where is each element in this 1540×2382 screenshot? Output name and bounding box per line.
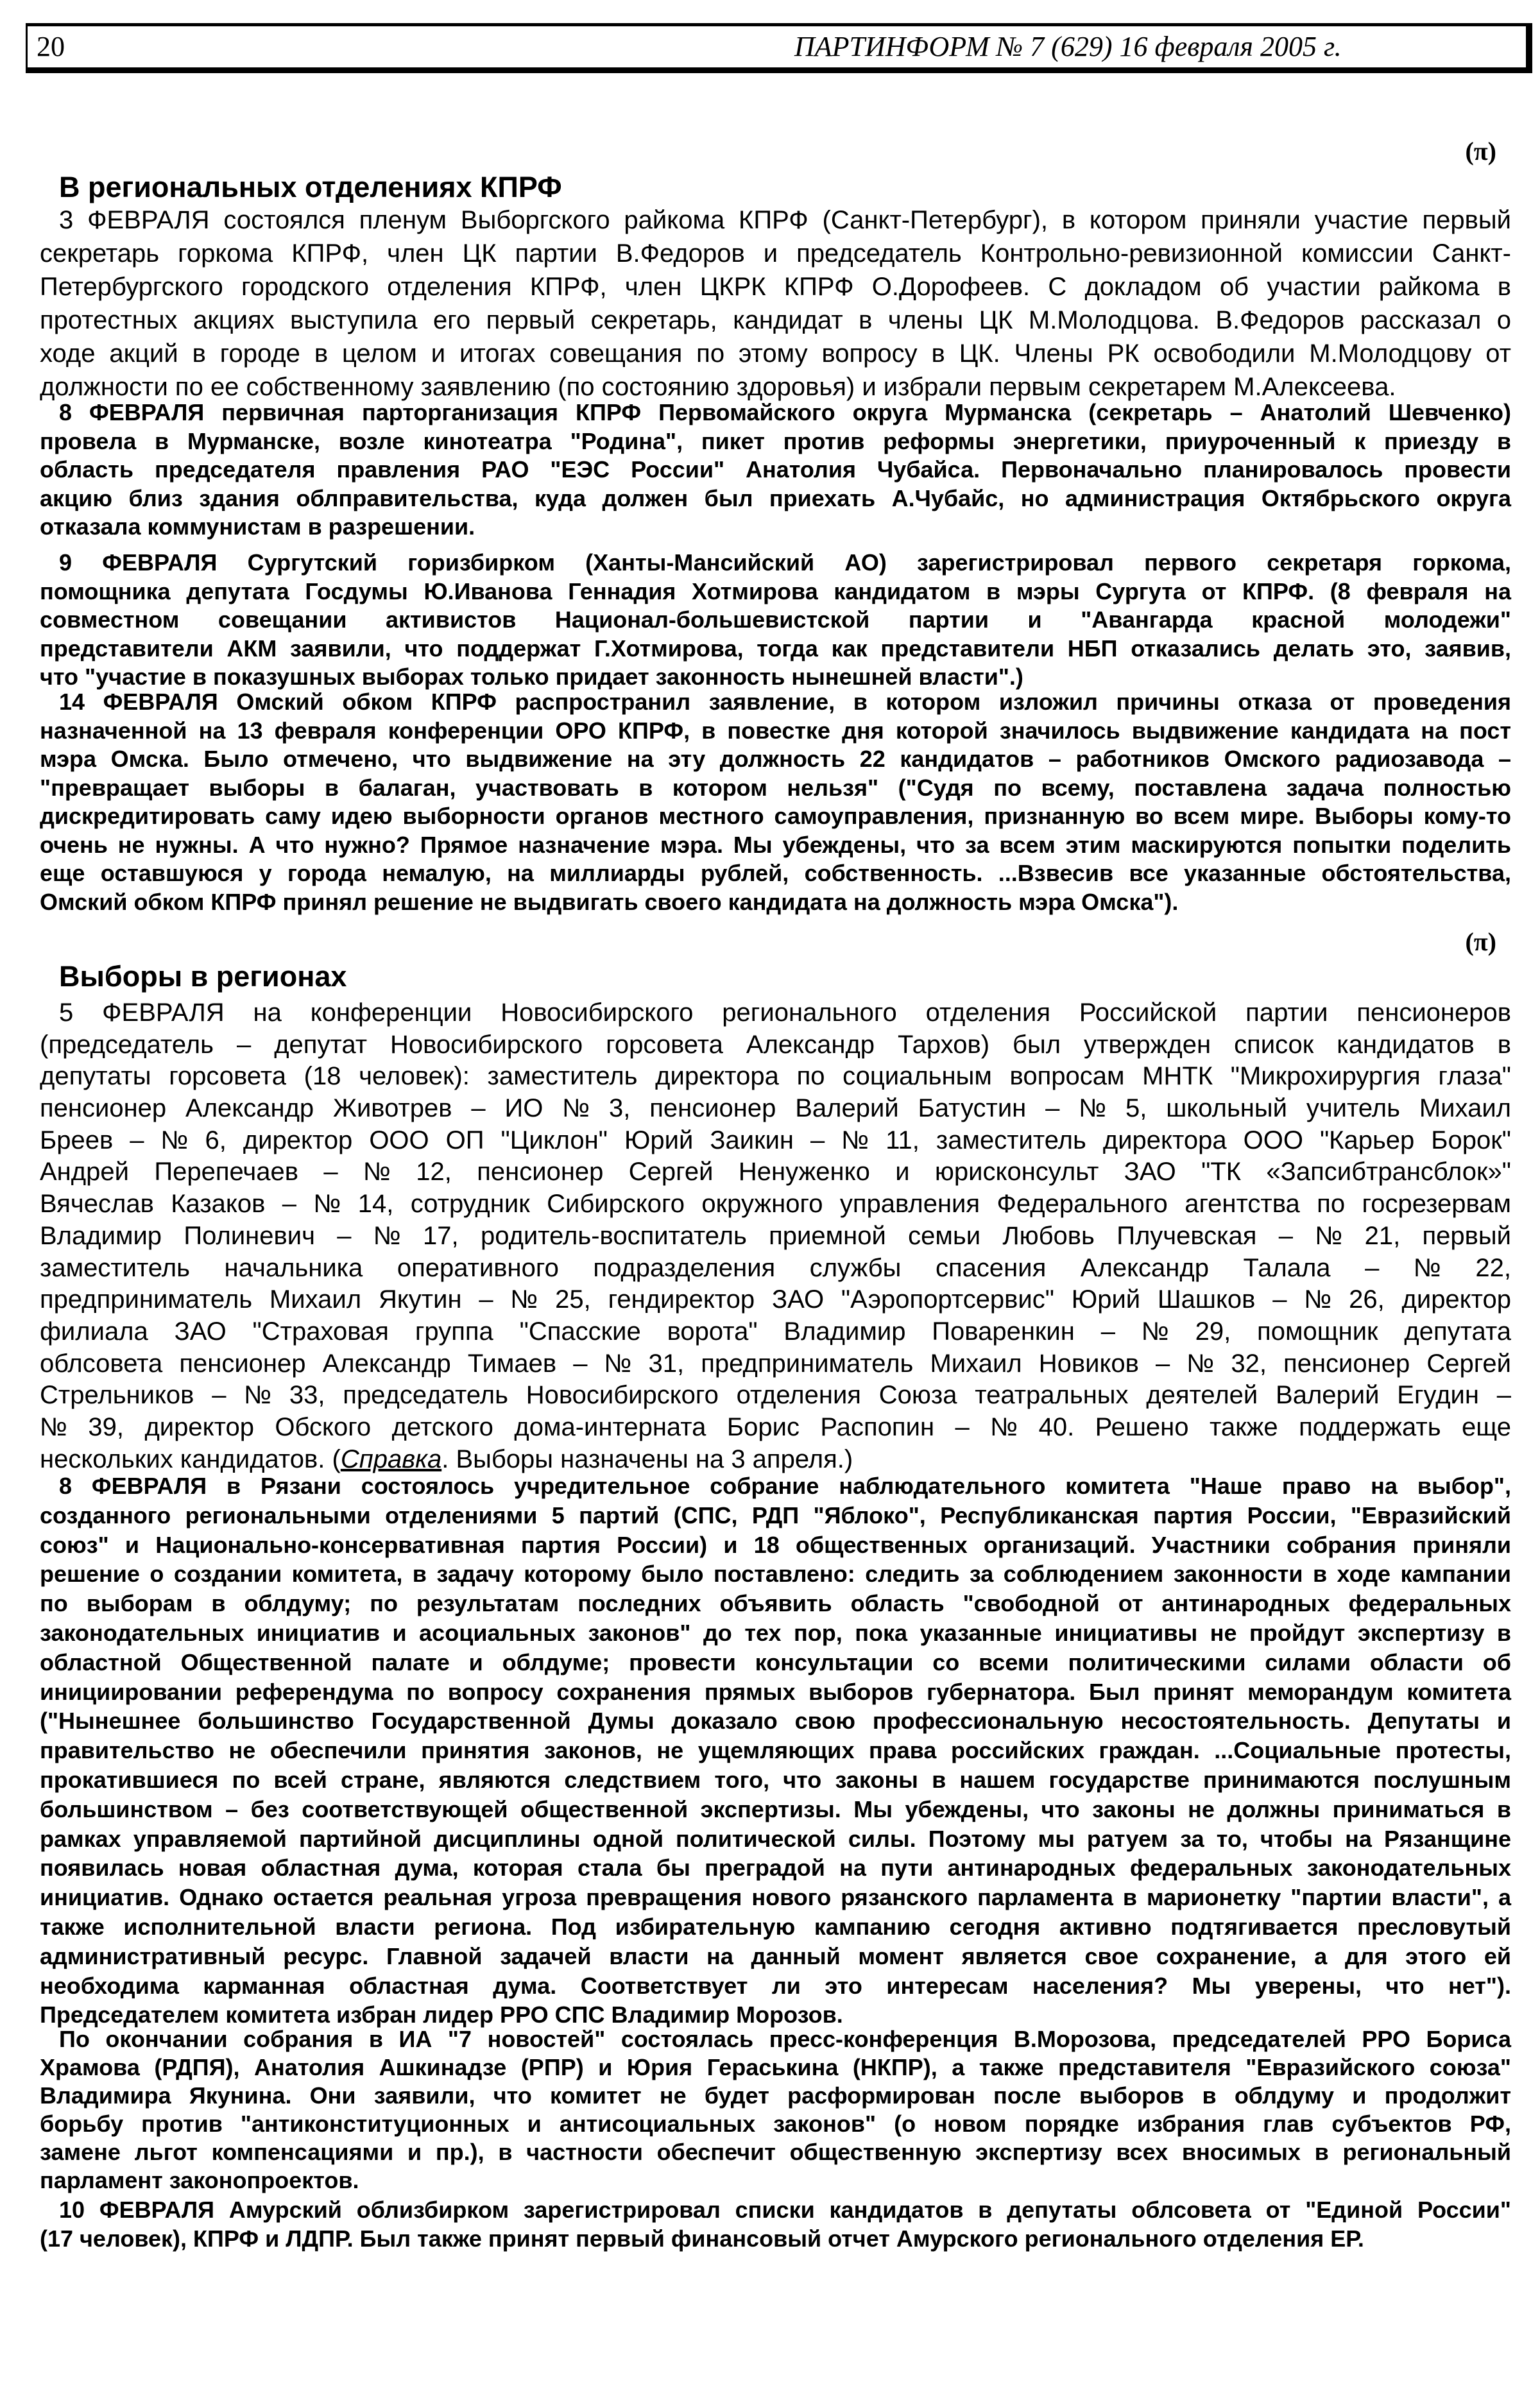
- text-line-content: 8 ФЕВРАЛЯ в Рязани состоялось учредительное собрание наблюдательного комитета "Наше право на выбор",: [59, 1473, 1511, 1499]
- text-line-content: дискредитировать саму идею выборности органов местного самоуправления, признанную во всем мире. Выборы кому-то: [40, 803, 1511, 829]
- text-line: [40, 1221, 1511, 1253]
- text-line-content: По окончании собрания в ИА "7 новостей" состоялась пресс-конференция В.Морозова, председателей РРО Бориса: [59, 2026, 1511, 2052]
- text-line-content: созданного региональными отделениями 5 партий (СПС, РДП "Яблоко", Республиканская партия России, "Евразийский: [40, 1502, 1511, 1529]
- text-line: [40, 203, 1511, 237]
- text-line-content: 9 ФЕВРАЛЯ Сургутский горизбирком (Ханты-Мансийский АО) зарегистрировал первого секретаря горкома,: [59, 549, 1511, 576]
- text-line-content: Омский обком КПРФ принял решение не выдвигать своего кандидата на должность мэра Омска").: [40, 888, 1179, 915]
- source-mark: (π): [1465, 927, 1496, 956]
- page-header: [26, 23, 1532, 73]
- text-line: [40, 513, 1511, 542]
- text-line-content: представители АКМ заявили, что поддержат Г.Хотмирова, тогда как представители НБП отказались делать это, заявив,: [40, 635, 1511, 662]
- text-line-content: 3 ФЕВРАЛЯ состоялся пленум Выборгского райкома КПРФ (Санкт-Петербург), в котором приняли участие первый: [59, 206, 1511, 234]
- text-line-content: Владимира Якунина. Они заявили, что комитет не будет расформирован после выборов в облдуму и продолжит: [40, 2082, 1511, 2109]
- text-line: [40, 888, 1511, 917]
- text-line-content: № 39, директор Обского детского дома-интерната Борис Распопин – № 40. Решено также поддержать еще: [40, 1412, 1511, 1441]
- text-line: [40, 1530, 1511, 1560]
- text-line: [40, 717, 1511, 746]
- text-line: [40, 802, 1511, 831]
- text-line-content: ("Нынешнее большинство Государственной Думы доказало свою профессиональную несостоятельность. Депутаты и: [40, 1708, 1511, 1735]
- text-line: [40, 1471, 1511, 1501]
- text-line: [40, 1316, 1511, 1348]
- text-line-content: Бреев – № 6, директор ООО ОП "Циклон" Юрий Заикин – № 11, заместитель директора ООО "Карьер Борок": [40, 1126, 1511, 1154]
- text-line: [40, 1093, 1511, 1125]
- text-line-content: борьбу против "антиконституционных и антисоциальных законов" (о новом порядке избрания глав субъектов РФ,: [40, 2111, 1511, 2137]
- text-line: [40, 1589, 1511, 1618]
- text-line: [40, 1284, 1511, 1316]
- text-line-content: . Выборы назначены на 3 апреля.): [441, 1444, 853, 1473]
- text-line-content: Андрей Перепечаев – № 12, пенсионер Сергей Ненуженко и юрисконсульт ЗАО "ТК «Запсибтрансблок»": [40, 1158, 1511, 1187]
- text-line: [40, 1156, 1511, 1188]
- text-line-content: предприниматель Михаил Якутин – № 25, гендиректор ЗАО "Аэропортсервис" Юрий Шашков – № 26, директор: [40, 1285, 1511, 1314]
- article-paragraph: [40, 203, 1511, 404]
- text-line-content: правительство не обеспечили принятия законов, не ущемляющих права российских граждан. ...Социальные протесты,: [40, 1737, 1511, 1764]
- text-line-content: совместном совещании активистов Национал-большевистской партии и "Авангарда красной молодежи": [40, 606, 1511, 633]
- article-paragraph: [40, 2025, 1511, 2195]
- text-line: [40, 2082, 1511, 2110]
- article-paragraph: [40, 1471, 1511, 2030]
- text-line-content: Председателем комитета избран лидер РРО СПС Владимир Морозов.: [40, 2001, 843, 2028]
- text-line-content: Храмова (РДПЯ), Анатолия Ашкинадзе (РПР) и Юрия Гераськина (НКПР), а также представителя "Евразийского союза": [40, 2054, 1511, 2080]
- text-line: [40, 2025, 1511, 2053]
- text-line: [40, 831, 1511, 860]
- section-heading: В региональных отделениях КПРФ: [59, 171, 562, 203]
- text-line-content: инициатив. Однако остается реальная угроза превращения нового рязанского парламента в марионетку "партии власти", а: [40, 1884, 1511, 1911]
- text-line: [40, 1971, 1511, 2001]
- text-line-content: (17 человек), КПРФ и ЛДПР. Был также принят первый финансовый отчет Амурского регионального отделения ЕР.: [40, 2225, 1364, 2252]
- text-line-content: (председатель – депутат Новосибирского горсовета Александр Тархов) был утвержден список кандидатов в: [40, 1030, 1511, 1059]
- article-paragraph: [40, 997, 1511, 1475]
- text-line-content: 10 ФЕВРАЛЯ Амурский облизбирком зарегистрировал списки кандидатов в депутаты облсовета от "Единой России": [59, 2197, 1511, 2223]
- text-line-content: заместитель начальника оперативного подразделения службы спасения Александр Талала – № 22,: [40, 1253, 1511, 1282]
- text-line: [40, 337, 1511, 370]
- text-line: [40, 1412, 1511, 1444]
- publication-title: ПАРТИНФОРМ № 7 (629) 16 февраля 2005 г.: [794, 31, 1342, 62]
- text-line-content: Владимир Полиневич – № 17, родитель-воспитатель приемной семьи Любовь Плучевская – № 21, первый: [40, 1221, 1511, 1250]
- text-line-content: по выборам в облдуму; по результатам последних объявить область "свободной от антинародных федеральных: [40, 1590, 1511, 1617]
- article-paragraph: [40, 398, 1511, 542]
- text-line: [40, 1559, 1511, 1589]
- text-line-content: секретарь горкома КПРФ, член ЦК партии В.Федоров и председатель Контрольно-ревизионной комиссии Санкт-: [40, 239, 1511, 268]
- text-line: [40, 1736, 1511, 1765]
- text-line: [40, 635, 1511, 664]
- text-line-content: 8 ФЕВРАЛЯ первичная парторганизация КПРФ Первомайского округа Мурманска (секретарь – Анатолий Шевченко): [59, 399, 1511, 425]
- text-line-content: замене льгот компенсациями и пр.), в частности обеспечит общественную экспертизу всех вносимых в региональный: [40, 2139, 1511, 2165]
- text-line-content: мэра Омска. Было отмечено, что выдвижение на эту должность 22 кандидатов – работников Омского радиозавода –: [40, 746, 1511, 772]
- text-line-content: область председателя правления РАО "ЕЭС России" Анатолия Чубайса. Первоначально планировалось провести: [40, 456, 1511, 483]
- text-line: [40, 1942, 1511, 1971]
- text-line-content: административный ресурс. Главной задачей власти на данный момент является свое сохранение, а для этого ей: [40, 1942, 1511, 1969]
- text-line: [40, 2110, 1511, 2138]
- text-line-content: Стрельников – № 33, председатель Новосибирского отделения Союза театральных деятелей Валерий Егудин –: [40, 1381, 1511, 1410]
- article-paragraph: [40, 549, 1511, 692]
- text-line-content: акцию близ здания облправительства, куда должен был приехать А.Чубайс, но администрация Октябрьского округа: [40, 484, 1511, 511]
- text-line-content: областной Общественной палате и облдуме; провести консультации со всеми политическими силами области об: [40, 1649, 1511, 1675]
- text-line: [40, 1706, 1511, 1736]
- text-line: [40, 549, 1511, 578]
- text-line: [40, 1061, 1511, 1093]
- text-line-content: еще оставшуюся у города немалую, на миллиарды рублей, собственность. ...Взвесив все указанные обстоятельства,: [40, 860, 1511, 886]
- page-number: 20: [37, 31, 65, 62]
- text-line: [40, 484, 1511, 513]
- text-line: [40, 1380, 1511, 1412]
- text-line-content: что "участие в показушных выборах только придает законность нынешней власти".): [40, 664, 1023, 690]
- source-mark: (π): [1465, 137, 1496, 166]
- text-line: [40, 1501, 1511, 1530]
- section-heading: Выборы в регионах: [59, 960, 347, 993]
- text-line: [40, 237, 1511, 270]
- text-line-content: законодательных инициатив и асоциальных законов" до тех пор, пока указанные инициативы не пройдут экспертизу в: [40, 1619, 1511, 1646]
- text-line-content: парламент законопроектов.: [40, 2167, 359, 2193]
- text-line: [40, 1765, 1511, 1795]
- article-paragraph: [40, 2195, 1511, 2253]
- text-line: [40, 1618, 1511, 1648]
- text-line-content: Вячеслав Казаков – № 14, сотрудник Сибирского окружного управления Федерального агентства по госрезервам: [40, 1190, 1511, 1219]
- text-line: [40, 1883, 1511, 1912]
- text-line-content: 5 ФЕВРАЛЯ на конференции Новосибирского регионального отделения Российской партии пенсионеров: [59, 998, 1511, 1027]
- text-line: [40, 1348, 1511, 1380]
- text-line: [40, 1253, 1511, 1285]
- text-line-content: облсовета пенсионер Александр Тимаев – № 31, предприниматель Михаил Новиков – № 32, пенсионер Сергей: [40, 1349, 1511, 1378]
- text-line-content: союз" и Национально-консервативная партия России) и 18 общественных организаций. Участники собрания приняли: [40, 1531, 1511, 1558]
- text-line: [40, 578, 1511, 606]
- text-line-content: протестных акциях выступила его первый секретарь, кандидат в члены ЦК М.Молодцова. В.Федоров рассказал о: [40, 306, 1511, 334]
- text-line: [40, 745, 1511, 774]
- text-line: [40, 1125, 1511, 1157]
- text-line-content: необходима карманная областная дума. Соответствует ли это интересам населения? Мы уверены, что нет").: [40, 1972, 1511, 1999]
- text-line-content: пенсионер Александр Животрев – ИО № 3, пенсионер Валерий Батустин – № 5, школьный учитель Михаил: [40, 1094, 1511, 1123]
- text-line: [40, 2195, 1511, 2224]
- text-line: [40, 1648, 1511, 1677]
- text-line-content: помощника депутата Госдумы Ю.Иванова Геннадия Хотмирова кандидатом в мэры Сургута от КПРФ. (8 февраля на: [40, 578, 1511, 604]
- text-line: [40, 1853, 1511, 1883]
- text-line-content: большинством – без соответствующей общественной экспертизы. Мы убеждены, что законы не должны приниматься в: [40, 1795, 1511, 1822]
- text-line: [40, 1188, 1511, 1221]
- text-line: [40, 1824, 1511, 1854]
- article-paragraph: [40, 688, 1511, 916]
- text-line-content: также исполнительной власти региона. Под избирательную кампанию сегодня активно подтягивается пресловутый: [40, 1913, 1511, 1940]
- text-line: [40, 456, 1511, 484]
- text-line-content: инициировании референдума по вопросу сохранения прямых выборов губернатора. Был принят меморандум комитета: [40, 1678, 1511, 1705]
- text-line: [40, 663, 1511, 692]
- text-line: [40, 427, 1511, 456]
- text-line-content: филиала ЗАО "Страховая группа "Спасские ворота" Владимир Поваренкин – № 29, помощник депутата: [40, 1317, 1511, 1346]
- text-line-content: прокатившиеся по всей стране, являются следствием того, что законы в нашем государстве принимаются послушным: [40, 1766, 1511, 1793]
- text-line-content: провела в Мурманске, возле кинотеатра "Родина", пикет против реформы энергетики, приуроченный к приезду в: [40, 427, 1511, 454]
- text-line: [40, 997, 1511, 1029]
- text-line-content: 14 ФЕВРАЛЯ Омский обком КПРФ распространил заявление, в котором изложил причины отказа от проведения: [59, 689, 1511, 715]
- text-line: [40, 398, 1511, 427]
- text-line: [40, 1677, 1511, 1707]
- text-line-content: отказала коммунистам в разрешении.: [40, 513, 475, 540]
- text-line-content: назначенной на 13 февраля конференции ОРО КПРФ, в повестке дня которой значилось выдвижение кандидата на пост: [40, 717, 1511, 744]
- text-line-content: нескольких кандидатов. (: [40, 1444, 341, 1473]
- text-line: [40, 2224, 1511, 2253]
- text-line: [40, 270, 1511, 304]
- text-line-content: "превращает выборы в балаган, участвовать в котором нельзя" ("Судя по всему, поставлена задача полностью: [40, 774, 1511, 801]
- text-line: [40, 2166, 1511, 2195]
- text-line-content: должности по ее собственному заявлению (по состоянию здоровья) и избрали первым секретарем М.Алексеева.: [40, 373, 1396, 401]
- text-line-content: решение о создании комитета, в задачу которому было поставлено: следить за соблюдением законности в ходе кампании: [40, 1561, 1511, 1588]
- text-line: [40, 688, 1511, 717]
- text-line: [40, 2053, 1511, 2082]
- text-line: [40, 1029, 1511, 1061]
- reference-note-label: Справка: [340, 1444, 442, 1473]
- text-line-content: появилась новая областная дума, которая стала бы преградой на пути антинародных федеральных законодательных: [40, 1855, 1511, 1881]
- text-line-content: ходе акций в городе в целом и итогах совещания по этому вопросу в ЦК. Члены РК освободили М.Молодцову от: [40, 339, 1511, 368]
- text-line: [40, 1444, 1511, 1476]
- text-line-content: депутаты горсовета (18 человек): заместитель директора по социальным вопросам МНТК "Микрохирургия глаза": [40, 1062, 1511, 1091]
- text-line: [40, 1912, 1511, 1942]
- text-line: [40, 774, 1511, 803]
- text-line: [40, 606, 1511, 635]
- text-line-content: рамках управляемой партийной дисциплины одной политической силы. Поэтому мы ратуем за то, чтобы на Рязанщине: [40, 1825, 1511, 1852]
- text-line-content: Петербургского городского отделения КПРФ, член ЦКРК КПРФ О.Дорофеев. С докладом об участии райкома в: [40, 273, 1511, 301]
- text-line: [40, 859, 1511, 888]
- text-line-content: очень не нужны. А что нужно? Прямое назначение мэра. Мы убеждены, что за всем этим маскируются попытки поделить: [40, 831, 1511, 858]
- text-line: [40, 304, 1511, 337]
- text-line: [40, 2138, 1511, 2166]
- text-line: [40, 1795, 1511, 1824]
